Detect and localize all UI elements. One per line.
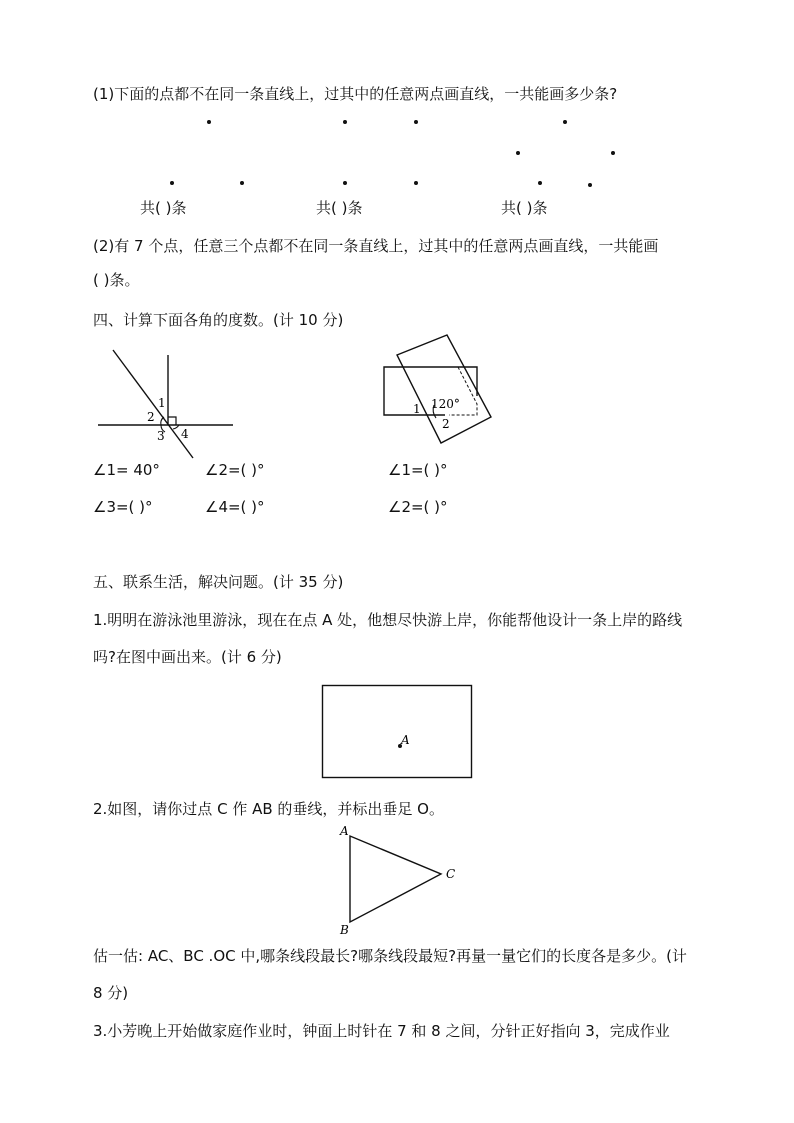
problem-2-text: 2.如图，请你过点 C 作 AB 的垂线，并标出垂足 O。 xyxy=(93,800,444,818)
angle-2-answer[interactable]: ∠2=( )° xyxy=(205,461,265,479)
problem-1-text-cont: 吗?在图中画出来。(计 6 分) xyxy=(93,648,282,666)
fold-angle-1-answer[interactable]: ∠1=( )° xyxy=(388,461,448,479)
point-sets-figure xyxy=(0,110,794,230)
point xyxy=(343,120,347,124)
point xyxy=(563,120,567,124)
angle-label-1: 1 xyxy=(158,396,166,410)
problem-2-estimate-cont: 8 分) xyxy=(93,984,129,1002)
point xyxy=(207,120,211,124)
vertex-a-label: A xyxy=(340,824,349,838)
angle-label-3: 3 xyxy=(157,429,165,443)
angle-label-120: 120° xyxy=(431,397,460,411)
section-4-title: 四、计算下面各角的度数。(计 10 分) xyxy=(93,311,344,329)
point xyxy=(588,183,592,187)
problem-1-text: 1.明明在游泳池里游泳，现在在点 A 处，他想尽快游上岸，你能帮他设计一条上岸的路线 xyxy=(93,611,683,629)
question-3-1: (1)下面的点都不在同一条直线上，过其中的任意两点画直线，一共能画多少条? xyxy=(93,85,618,103)
point xyxy=(343,181,347,185)
point-a-label: A xyxy=(401,733,410,747)
answer-blank-2[interactable]: 共( )条 xyxy=(316,199,363,217)
point xyxy=(538,181,542,185)
question-3-2-answer[interactable]: ( )条。 xyxy=(93,271,140,289)
answer-blank-3[interactable]: 共( )条 xyxy=(501,199,548,217)
angle-4-answer[interactable]: ∠4=( )° xyxy=(205,498,265,516)
point xyxy=(611,151,615,155)
angle-label-4: 4 xyxy=(181,427,189,441)
point xyxy=(414,120,418,124)
angle-label-2: 2 xyxy=(442,417,450,431)
triangle-figure xyxy=(335,824,465,939)
answer-blank-1[interactable]: 共( )条 xyxy=(140,199,187,217)
problem-2-estimate: 估一估: AC、BC .OC 中,哪条线段最长?哪条线段最短?再量一量它们的长度各是多少。(计 xyxy=(93,947,687,965)
point-set-2 xyxy=(343,120,418,185)
point xyxy=(240,181,244,185)
angle-3-answer[interactable]: ∠3=( )° xyxy=(93,498,153,516)
point xyxy=(170,181,174,185)
folded-rectangle-figure xyxy=(380,332,510,452)
swimming-pool-figure xyxy=(320,683,480,783)
point xyxy=(414,181,418,185)
angle-label-1: 1 xyxy=(413,402,421,416)
section-5-title: 五、联系生活，解决问题。(计 35 分) xyxy=(93,573,344,591)
fold-angle-2-answer[interactable]: ∠2=( )° xyxy=(388,498,448,516)
angle-1-answer: ∠1= 40° xyxy=(93,461,160,479)
intersecting-lines-figure xyxy=(95,345,245,465)
point-set-3 xyxy=(516,120,615,187)
question-3-2: (2)有 7 个点，任意三个点都不在同一条直线上，过其中的任意两点画直线，一共能画 xyxy=(93,237,659,255)
vertex-c-label: C xyxy=(446,867,456,881)
point-set-1 xyxy=(170,120,244,185)
angle-label-2: 2 xyxy=(147,410,155,424)
point xyxy=(516,151,520,155)
vertex-b-label: B xyxy=(340,923,349,937)
problem-3-text: 3.小芳晚上开始做家庭作业时，钟面上时针在 7 和 8 之间，分针正好指向 3，完成作业 xyxy=(93,1022,670,1040)
